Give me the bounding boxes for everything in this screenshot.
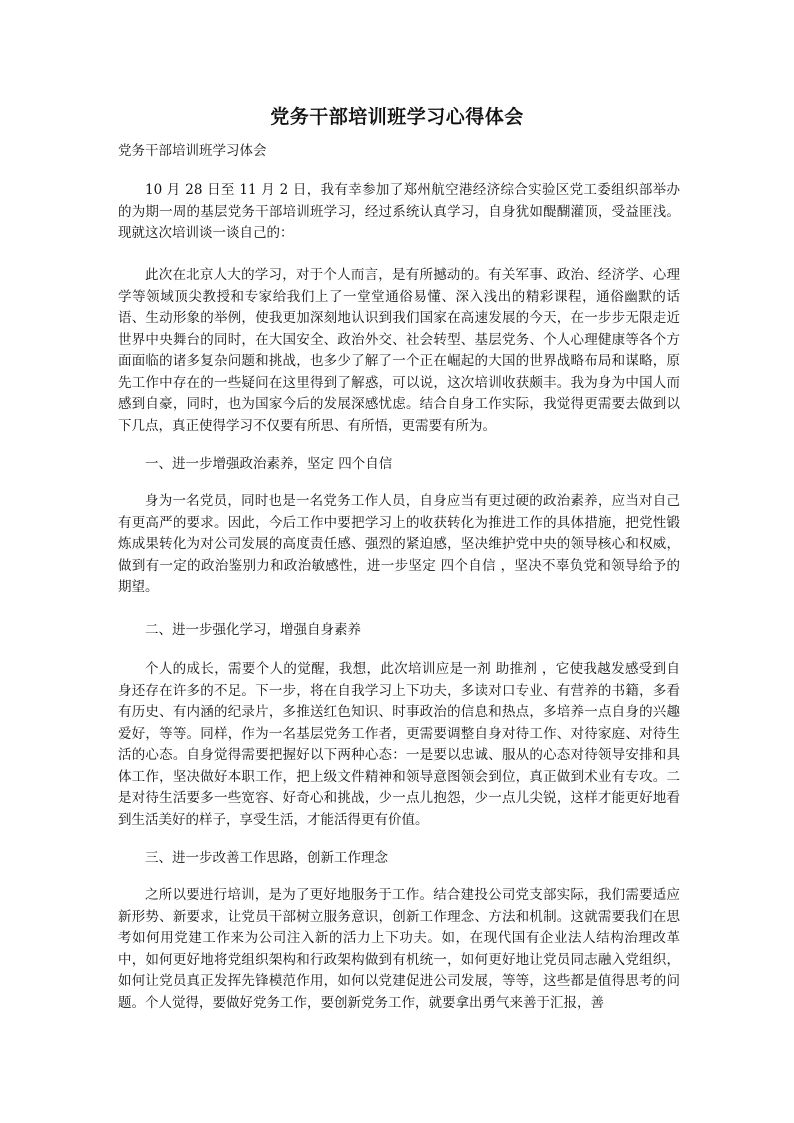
document-title: 党务干部培训班学习心得体会 (270, 106, 524, 128)
document-subtitle: 党务干部培训班学习体会 (118, 143, 267, 159)
paragraph-learning: 个人的成长，需要个人的觉醒，我想，此次培训应是一剂 助推剂 ，它使我越发感受到自身还存在许多的不足。下一步，将在自我学习上下功夫，多读对口专业、有营养的书籍，多看有历史、有内涵的纪录片，多推送红色知识、时事政治的信息和热点，多培养一点自身的兴趣爱好，等等。同样，作为一名基层党务工作者，更需要调整自身对待工作、对待家庭、对待生活的心态。自身觉得需要把握好以下两种心态：一是要以忠诚、服从的心态对待领导安排和具体工作，坚决做好本职工作，把上级文件精神和领导意图领会到位，真正做到术业有专攻。二是对待生活要多一些宽容、好奇心和挑战，少一点儿抱怨，少一点儿尖锐，这样才能更好地看到生活美好的样子，享受生活，才能活得更有价值。 (118, 661, 680, 828)
section-heading-work-ideas: 三、进一步改善工作思路，创新工作理念 (145, 850, 388, 866)
section-heading-learning: 二、进一步强化学习，增强自身素养 (145, 622, 361, 638)
paragraph-political: 身为一名党员，同时也是一名党务工作人员，自身应当有更过硬的政治素养，应当对自己有更高严的要求。因此，今后工作中要把学习上的收获转化为推进工作的具体措施，把党性锻炼成果转化为对公司发展的高度责任感、强烈的紧迫感，坚决维护党中央的领导核心和权威，做到有一定的政治鉴别力和政治敏感性，进一步坚定 四个自信 ，坚决不辜负党和领导给予的期望。 (118, 493, 680, 595)
paragraph-intro: 10 月 28 日至 11 月 2 日，我有幸参加了郑州航空港经济综合实验区党工委组织部举办的为期一周的基层党务干部培训班学习，经过系统认真学习，自身犹如醍醐灌顶，受益匪浅。现就这次培训谈一谈自己的： (118, 182, 680, 241)
paragraph-work-ideas: 之所以要进行培训，是为了更好地服务于工作。结合建投公司党支部实际，我们需要适应新形势、新要求，让党员干部树立服务意识，创新工作理念、方法和机制。这就需要我们在思考如何用党建工作来为公司注入新的活力上下功夫。如，在现代国有企业法人结构治理改革中，如何更好地将党组织架构和行政架构做到有机统一，如何更好地让党员同志融入党组织，如何让党员真正发挥先锋模范作用，如何以党建促进公司发展，等等，这些都是值得思考的问题。个人觉得，要做好党务工作，要创新党务工作，就要拿出勇气来善于汇报，善 (118, 887, 680, 1011)
section-heading-political: 一、进一步增强政治素养，坚定 四个自信 (145, 456, 393, 472)
paragraph-study-reflection: 此次在北京人大的学习，对于个人而言，是有所撼动的。有关军事、政治、经济学、心理学等领域顶尖教授和专家给我们上了一堂堂通俗易懂、深入浅出的精彩课程，通俗幽默的话语、生动形象的举例，使我更加深刻地认识到我们国家在高速发展的今天，在一步步无限走近世界中央舞台的同时，在大国安全、政治外交、社会转型、基层党务、个人心理健康等各个方面面临的诸多复杂问题和挑战，也多少了解了一个正在崛起的大国的世界战略布局和谋略，原先工作中存在的一些疑问在这里得到了解惑，可以说，这次培训收获颇丰。我为身为中国人而感到自豪，同时，也为国家今后的发展深感忧虑。结合自身工作实际，我觉得更需要去做到以下几点，真正使得学习不仅要有所思、有所悟，更需要有所为。 (118, 267, 680, 434)
